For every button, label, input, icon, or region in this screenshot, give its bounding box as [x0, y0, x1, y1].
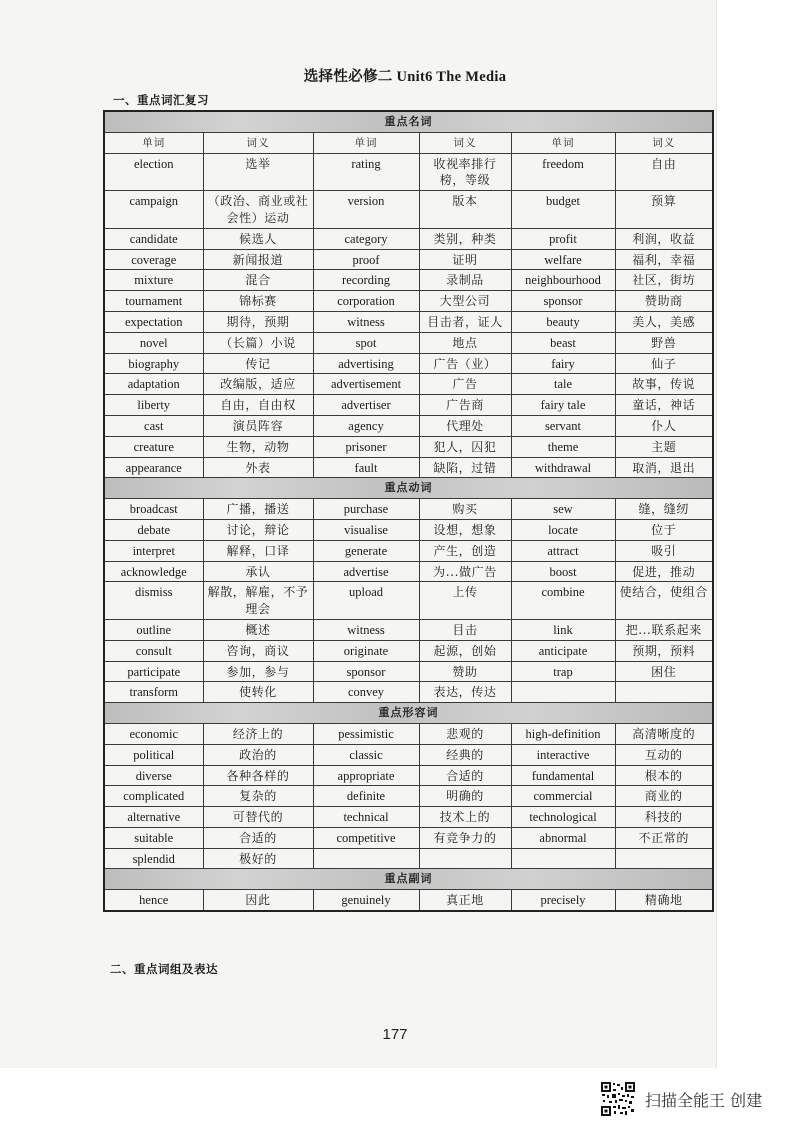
word-cell: witness [313, 311, 419, 332]
word-cell: biography [104, 353, 203, 374]
meaning-cell: 赞助 [419, 661, 511, 682]
word-cell: transform [104, 682, 203, 703]
meaning-cell: 利润，收益 [615, 228, 713, 249]
meaning-cell: 外表 [203, 457, 313, 478]
word-cell: diverse [104, 765, 203, 786]
meaning-cell: 为...做广告 [419, 561, 511, 582]
column-header-meaning: 词义 [203, 132, 313, 153]
meaning-cell: 候选人 [203, 228, 313, 249]
word-cell: acknowledge [104, 561, 203, 582]
meaning-cell: 福利，幸福 [615, 249, 713, 270]
meaning-cell: 合适的 [419, 765, 511, 786]
meaning-cell: 演员阵容 [203, 415, 313, 436]
word-cell: link [511, 619, 615, 640]
word-cell: dismiss [104, 582, 203, 620]
word-cell: splendid [104, 848, 203, 869]
vocab-row [104, 723, 713, 744]
meaning-cell: 缝，缝纫 [615, 499, 713, 520]
meaning-cell: 把...联系起来 [615, 619, 713, 640]
meaning-cell: 解释，口译 [203, 540, 313, 561]
meaning-cell: 改编版，适应 [203, 374, 313, 395]
meaning-cell: 版本 [419, 191, 511, 229]
word-cell: locate [511, 519, 615, 540]
meaning-cell: 科技的 [615, 807, 713, 828]
meaning-cell: 商业的 [615, 786, 713, 807]
vocab-row [104, 640, 713, 661]
word-cell: interpret [104, 540, 203, 561]
word-cell: economic [104, 723, 203, 744]
word-cell: originate [313, 640, 419, 661]
word-cell: budget [511, 191, 615, 229]
word-cell: anticipate [511, 640, 615, 661]
word-cell: suitable [104, 827, 203, 848]
meaning-cell: 购买 [419, 499, 511, 520]
vocab-row [104, 499, 713, 520]
vocab-row [104, 744, 713, 765]
column-header-row [104, 132, 713, 153]
meaning-cell: 高清晰度的 [615, 723, 713, 744]
meaning-cell: 复杂的 [203, 786, 313, 807]
meaning-cell: 设想，想象 [419, 519, 511, 540]
vocab-row [104, 827, 713, 848]
word-cell: genuinely [313, 890, 419, 911]
word-cell: sponsor [511, 291, 615, 312]
word-cell: spot [313, 332, 419, 353]
meaning-cell: 精确地 [615, 890, 713, 911]
word-cell: political [104, 744, 203, 765]
meaning-cell: 野兽 [615, 332, 713, 353]
vocab-row [104, 519, 713, 540]
word-cell: debate [104, 519, 203, 540]
page-number: 177 [382, 1026, 408, 1043]
vocab-row [104, 153, 713, 191]
vocab-row [104, 228, 713, 249]
word-cell: neighbourhood [511, 270, 615, 291]
word-cell: version [313, 191, 419, 229]
word-cell: candidate [104, 228, 203, 249]
qr-code-icon [600, 1081, 636, 1117]
group-heading-row [104, 111, 713, 132]
vocab-row [104, 786, 713, 807]
word-cell: advertise [313, 561, 419, 582]
group-heading-row [104, 869, 713, 890]
word-cell: tale [511, 374, 615, 395]
vocab-row [104, 374, 713, 395]
meaning-cell: 赞助商 [615, 291, 713, 312]
meaning-cell: 证明 [419, 249, 511, 270]
meaning-cell: 讨论，辩论 [203, 519, 313, 540]
word-cell: trap [511, 661, 615, 682]
meaning-cell: 悲观的 [419, 723, 511, 744]
vocab-row [104, 353, 713, 374]
meaning-cell: 因此 [203, 890, 313, 911]
scanner-watermark [600, 1081, 762, 1117]
vocab-row [104, 682, 713, 703]
vocab-row [104, 540, 713, 561]
word-cell: hence [104, 890, 203, 911]
word-cell: appropriate [313, 765, 419, 786]
vocab-row [104, 582, 713, 620]
word-cell: corporation [313, 291, 419, 312]
word-cell: recording [313, 270, 419, 291]
vocab-row [104, 191, 713, 229]
meaning-cell: 缺陷，过错 [419, 457, 511, 478]
word-cell: boost [511, 561, 615, 582]
word-cell: broadcast [104, 499, 203, 520]
word-cell: theme [511, 436, 615, 457]
meaning-cell: 承认 [203, 561, 313, 582]
word-cell: interactive [511, 744, 615, 765]
vocab-row [104, 291, 713, 312]
vocab-row [104, 890, 713, 911]
word-cell: creature [104, 436, 203, 457]
vocab-row [104, 249, 713, 270]
meaning-cell: 仙子 [615, 353, 713, 374]
meaning-cell: 不正常的 [615, 827, 713, 848]
vocab-row [104, 395, 713, 416]
group-heading-row [104, 703, 713, 724]
word-cell: sew [511, 499, 615, 520]
word-cell: technological [511, 807, 615, 828]
word-cell: welfare [511, 249, 615, 270]
word-cell: witness [313, 619, 419, 640]
word-cell: advertiser [313, 395, 419, 416]
meaning-cell: 起源，创始 [419, 640, 511, 661]
meaning-cell: 参加，参与 [203, 661, 313, 682]
vocab-row [104, 765, 713, 786]
word-cell: fundamental [511, 765, 615, 786]
word-cell: purchase [313, 499, 419, 520]
word-cell: definite [313, 786, 419, 807]
word-cell: abnormal [511, 827, 615, 848]
word-cell: consult [104, 640, 203, 661]
word-cell: beauty [511, 311, 615, 332]
meaning-cell: 解散，解雇，不予理会 [203, 582, 313, 620]
meaning-cell: 极好的 [203, 848, 313, 869]
group-heading-row [104, 478, 713, 499]
meaning-cell: 收视率排行榜，等级 [419, 153, 511, 191]
meaning-cell: 经济上的 [203, 723, 313, 744]
watermark-text: 扫描全能王 创建 [645, 1090, 763, 1110]
word-cell: high-definition [511, 723, 615, 744]
word-cell: upload [313, 582, 419, 620]
meaning-cell: 促进，推动 [615, 561, 713, 582]
word-cell: profit [511, 228, 615, 249]
word-cell: proof [313, 249, 419, 270]
column-header-meaning: 词义 [615, 132, 713, 153]
vocabulary-table [103, 110, 714, 912]
word-cell: sponsor [313, 661, 419, 682]
word-cell: commercial [511, 786, 615, 807]
word-cell: withdrawal [511, 457, 615, 478]
meaning-cell: 主题 [615, 436, 713, 457]
meaning-cell: 目击 [419, 619, 511, 640]
meaning-cell: 吸引 [615, 540, 713, 561]
word-cell [511, 848, 615, 869]
meaning-cell: （长篇）小说 [203, 332, 313, 353]
word-cell: technical [313, 807, 419, 828]
meaning-cell: 犯人，囚犯 [419, 436, 511, 457]
word-cell: category [313, 228, 419, 249]
meaning-cell: 锦标赛 [203, 291, 313, 312]
meaning-cell: 代理处 [419, 415, 511, 436]
meaning-cell: 政治的 [203, 744, 313, 765]
meaning-cell: 困住 [615, 661, 713, 682]
word-cell: election [104, 153, 203, 191]
meaning-cell: 技术上的 [419, 807, 511, 828]
word-cell: precisely [511, 890, 615, 911]
word-cell: classic [313, 744, 419, 765]
word-cell: appearance [104, 457, 203, 478]
word-cell: combine [511, 582, 615, 620]
vocab-row [104, 561, 713, 582]
word-cell: prisoner [313, 436, 419, 457]
meaning-cell: 使结合，使组合 [615, 582, 713, 620]
word-cell: novel [104, 332, 203, 353]
meaning-cell: 表达，传达 [419, 682, 511, 703]
meaning-cell: 可替代的 [203, 807, 313, 828]
meaning-cell: 概述 [203, 619, 313, 640]
group-heading: 重点形容词 [104, 703, 713, 724]
word-cell: convey [313, 682, 419, 703]
word-cell: adaptation [104, 374, 203, 395]
meaning-cell: 产生，创造 [419, 540, 511, 561]
meaning-cell [419, 848, 511, 869]
meaning-cell: 有竞争力的 [419, 827, 511, 848]
vocab-row [104, 848, 713, 869]
word-cell: complicated [104, 786, 203, 807]
meaning-cell: 自由 [615, 153, 713, 191]
word-cell: advertisement [313, 374, 419, 395]
meaning-cell: 故事，传说 [615, 374, 713, 395]
word-cell: fairy [511, 353, 615, 374]
word-cell [313, 848, 419, 869]
word-cell: agency [313, 415, 419, 436]
meaning-cell: 新闻报道 [203, 249, 313, 270]
column-header-word: 单词 [313, 132, 419, 153]
meaning-cell: 社区，街坊 [615, 270, 713, 291]
word-cell: visualise [313, 519, 419, 540]
meaning-cell: 各种各样的 [203, 765, 313, 786]
meaning-cell: 预算 [615, 191, 713, 229]
meaning-cell: 取消，退出 [615, 457, 713, 478]
word-cell: beast [511, 332, 615, 353]
meaning-cell: 位于 [615, 519, 713, 540]
word-cell: expectation [104, 311, 203, 332]
group-heading: 重点动词 [104, 478, 713, 499]
vocab-row [104, 415, 713, 436]
vocab-row [104, 270, 713, 291]
vocab-row [104, 619, 713, 640]
word-cell: outline [104, 619, 203, 640]
word-cell: tournament [104, 291, 203, 312]
group-heading: 重点名词 [104, 111, 713, 132]
meaning-cell: 类别，种类 [419, 228, 511, 249]
meaning-cell: （政治、商业或社会性）运动 [203, 191, 313, 229]
section-heading-vocabulary: 一、重点词汇复习 [113, 93, 209, 107]
word-cell: freedom [511, 153, 615, 191]
word-cell: coverage [104, 249, 203, 270]
meaning-cell: 美人，美感 [615, 311, 713, 332]
vocab-row [104, 436, 713, 457]
word-cell: participate [104, 661, 203, 682]
word-cell: generate [313, 540, 419, 561]
meaning-cell: 选举 [203, 153, 313, 191]
meaning-cell: 大型公司 [419, 291, 511, 312]
word-cell: liberty [104, 395, 203, 416]
word-cell: mixture [104, 270, 203, 291]
meaning-cell: 经典的 [419, 744, 511, 765]
word-cell: fairy tale [511, 395, 615, 416]
meaning-cell: 广播，播送 [203, 499, 313, 520]
meaning-cell: 目击者，证人 [419, 311, 511, 332]
vocab-row [104, 457, 713, 478]
meaning-cell: 互动的 [615, 744, 713, 765]
vocab-row [104, 807, 713, 828]
meaning-cell: 广告（业） [419, 353, 511, 374]
meaning-cell: 传记 [203, 353, 313, 374]
group-heading: 重点副词 [104, 869, 713, 890]
meaning-cell: 广告 [419, 374, 511, 395]
word-cell: alternative [104, 807, 203, 828]
section-heading-phrases: 二、重点词组及表达 [110, 962, 218, 976]
word-cell [511, 682, 615, 703]
page-title: 选择性必修二 Unit6 The Media [303, 69, 507, 85]
meaning-cell: 录制品 [419, 270, 511, 291]
column-header-word: 单词 [104, 132, 203, 153]
word-cell: pessimistic [313, 723, 419, 744]
meaning-cell: 真正地 [419, 890, 511, 911]
word-cell: competitive [313, 827, 419, 848]
meaning-cell: 使转化 [203, 682, 313, 703]
meaning-cell: 地点 [419, 332, 511, 353]
vocabulary-table-body [104, 111, 713, 911]
meaning-cell: 期待，预期 [203, 311, 313, 332]
meaning-cell: 上传 [419, 582, 511, 620]
meaning-cell: 混合 [203, 270, 313, 291]
meaning-cell: 明确的 [419, 786, 511, 807]
meaning-cell: 自由，自由权 [203, 395, 313, 416]
word-cell: attract [511, 540, 615, 561]
meaning-cell [615, 848, 713, 869]
word-cell: campaign [104, 191, 203, 229]
column-header-meaning: 词义 [419, 132, 511, 153]
vocab-row [104, 661, 713, 682]
word-cell: rating [313, 153, 419, 191]
word-cell: cast [104, 415, 203, 436]
meaning-cell: 咨询，商议 [203, 640, 313, 661]
meaning-cell: 预期，预料 [615, 640, 713, 661]
vocab-row [104, 332, 713, 353]
meaning-cell: 根本的 [615, 765, 713, 786]
meaning-cell: 仆人 [615, 415, 713, 436]
meaning-cell: 合适的 [203, 827, 313, 848]
word-cell: fault [313, 457, 419, 478]
column-header-word: 单词 [511, 132, 615, 153]
meaning-cell [615, 682, 713, 703]
vocab-row [104, 311, 713, 332]
word-cell: servant [511, 415, 615, 436]
meaning-cell: 童话，神话 [615, 395, 713, 416]
word-cell: advertising [313, 353, 419, 374]
meaning-cell: 生物，动物 [203, 436, 313, 457]
meaning-cell: 广告商 [419, 395, 511, 416]
